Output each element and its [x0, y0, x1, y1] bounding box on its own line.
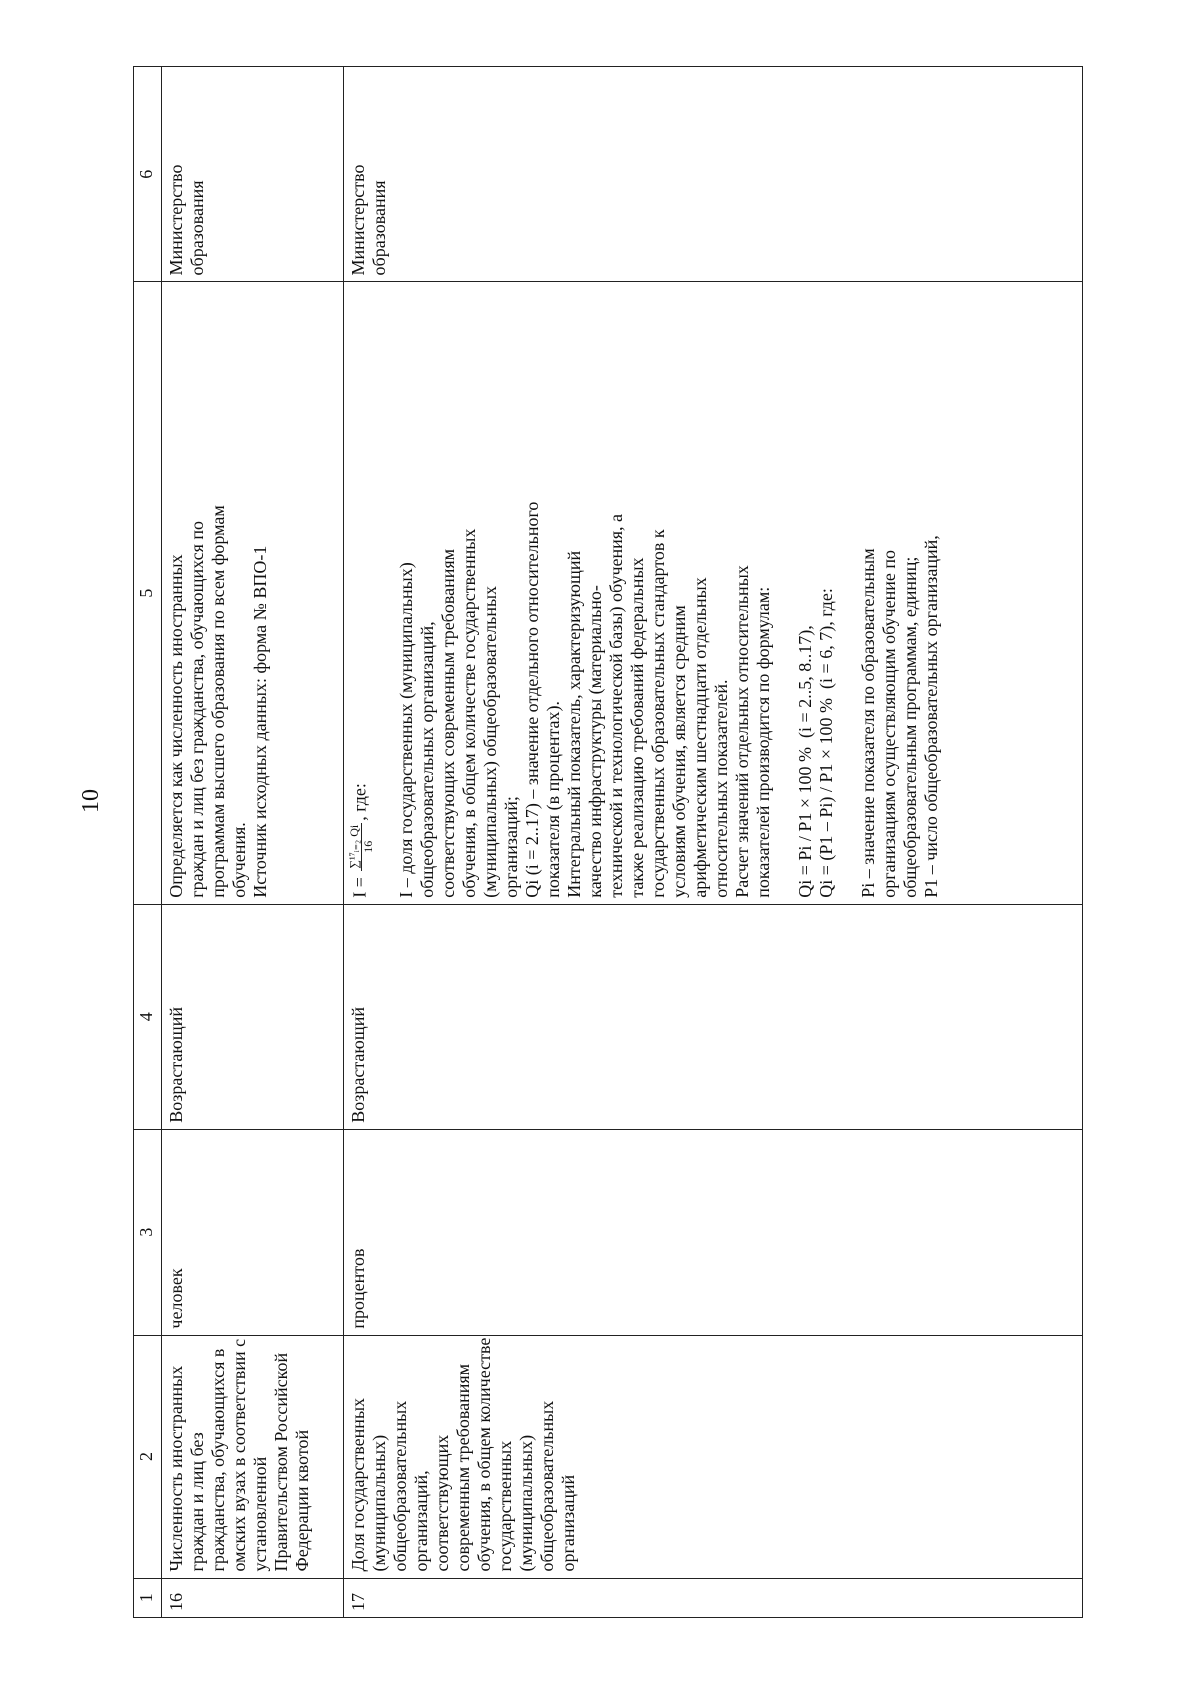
row16-name-line: Правительством Российской	[271, 1352, 291, 1572]
header-col-4: 4	[134, 904, 162, 1129]
row16-responsible-line: Министерство	[166, 164, 186, 276]
row17-method-line: технической и технологической базы) обучения, а	[606, 513, 626, 898]
paragraph-gap	[837, 288, 858, 897]
row16-indicator-name	[162, 1335, 344, 1578]
row17-responsible	[344, 67, 1083, 282]
row17-method-line: организаций;	[501, 796, 521, 898]
row17-unit: процентов	[344, 1129, 1083, 1335]
row17-method-line: Расчет значений отдельных относительных	[732, 565, 752, 898]
indicator-table-container	[133, 66, 1083, 1618]
page-number: 10	[78, 789, 104, 813]
header-col-6: 6	[134, 67, 162, 282]
row16-name-line: омских вузах в соответствии с	[229, 1338, 249, 1572]
row17-method-line: государственных образовательных стандартов к	[648, 529, 668, 898]
integral-formula	[348, 288, 375, 897]
row17-name-line: соответствующих	[432, 1434, 452, 1572]
row16-number: 16	[162, 1578, 344, 1617]
row17-method-line: соответствующих современным требованиям	[438, 548, 458, 898]
header-col-1: 1	[134, 1578, 162, 1617]
row17-responsible-line: Министерство	[348, 164, 368, 276]
row17-responsible-line: образования	[369, 180, 389, 276]
row17-method-line: обучения, в общем количестве государственных	[459, 528, 479, 898]
row16-method-line: Определяется как численность иностранных	[166, 554, 186, 898]
row16-name-line: установленной	[250, 1456, 270, 1572]
header-row	[134, 67, 162, 1618]
table-row-16	[162, 67, 344, 1618]
formula-lhs: I =	[349, 877, 370, 898]
row16-responsible	[162, 67, 344, 282]
row17-name-line: Доля государственных	[348, 1397, 368, 1572]
row17-name-line: организаций	[558, 1474, 578, 1572]
row17-method-line: Qi (i = 2..17) – значение отдельного относительного	[522, 501, 542, 898]
row17-method-line: показателя (в процентах).	[543, 700, 563, 898]
formula-numerator: ∑¹⁷ᵢ₌₂ Qi	[347, 824, 361, 869]
row17-method-line: условиям обучения, является средним	[669, 605, 689, 898]
row16-name-line: граждан и лиц без	[187, 1432, 207, 1572]
row17-method-line: общеобразовательным программам, единиц;	[900, 556, 920, 898]
row17-method-line: качество инфраструктуры (материально-	[585, 585, 605, 898]
row16-name-line: Численность иностранных	[166, 1365, 186, 1572]
row17-method-line: относительных показателей.	[711, 679, 731, 898]
row17-method-line: показателей производится по формулам:	[753, 586, 773, 898]
row17-formula-line: Qi = Pi / P1 × 100 % (i = 2..5, 8..17),	[795, 625, 815, 898]
paragraph-gap	[375, 288, 396, 897]
row16-method-line: программам высшего образования по всем формам	[208, 505, 228, 898]
row17-name-line: обучения, в общем количестве	[474, 1337, 494, 1572]
row16-method-line: обучения.	[229, 822, 249, 898]
row17-indicator-name	[344, 1335, 1083, 1578]
row17-method-line: I – доля государственных (муниципальных)	[396, 562, 416, 898]
row17-method-line: общеобразовательных организаций,	[417, 621, 437, 898]
row17-method-line: арифметическим шестнадцати отдельных	[690, 577, 710, 898]
indicator-table	[133, 66, 1083, 1618]
header-col-5: 5	[134, 282, 162, 904]
row16-method	[162, 282, 344, 904]
row16-name-line: гражданства, обучающихся в	[208, 1348, 228, 1572]
formula-fraction	[348, 823, 375, 871]
row17-method-line: Интегральный показатель, характеризующий	[564, 550, 584, 898]
row16-method-line: граждан и лиц без гражданства, обучающихся по	[187, 521, 207, 898]
row16-direction: Возрастающий	[162, 904, 344, 1129]
row17-number: 17	[344, 1578, 1083, 1617]
formula-denominator: 16	[361, 840, 375, 853]
row16-unit: человек	[162, 1129, 344, 1335]
row17-name-line: (муниципальных)	[369, 1434, 389, 1572]
row17-name-line: (муниципальных)	[516, 1434, 536, 1572]
row17-method-line: P1 – число общеобразовательных организаций,	[921, 535, 941, 898]
row17-name-line: современным требованиям	[453, 1363, 473, 1572]
row17-method-line: также реализацию требований федеральных	[627, 557, 647, 898]
row16-method-line: Источник исходных данных: форма № ВПО-1	[250, 545, 270, 898]
row17-name-line: общеобразовательных	[390, 1400, 410, 1572]
header-col-3: 3	[134, 1129, 162, 1335]
row17-method-line: организациям осуществляющим обучение по	[879, 549, 899, 898]
formula-suffix: , где:	[349, 783, 370, 821]
row17-direction: Возрастающий	[344, 904, 1083, 1129]
row17-name-line: общеобразовательных	[537, 1400, 557, 1572]
row16-responsible-line: образования	[187, 180, 207, 276]
paragraph-gap	[774, 288, 795, 897]
table-row-17	[344, 67, 1083, 1618]
row17-formula-line: Qi = (P1 – Pi) / P1 × 100 % (i = 6, 7), где:	[816, 588, 836, 898]
row17-name-line: организаций,	[411, 1470, 431, 1572]
row17-name-line: государственных	[495, 1440, 515, 1572]
row17-method	[344, 282, 1083, 904]
row16-name-line: Федерации квотой	[292, 1429, 312, 1572]
header-col-2: 2	[134, 1335, 162, 1578]
row17-method-line: Pi – значение показателя по образовательным	[858, 548, 878, 898]
row17-method-line: (муниципальных) общеобразовательных	[480, 585, 500, 898]
